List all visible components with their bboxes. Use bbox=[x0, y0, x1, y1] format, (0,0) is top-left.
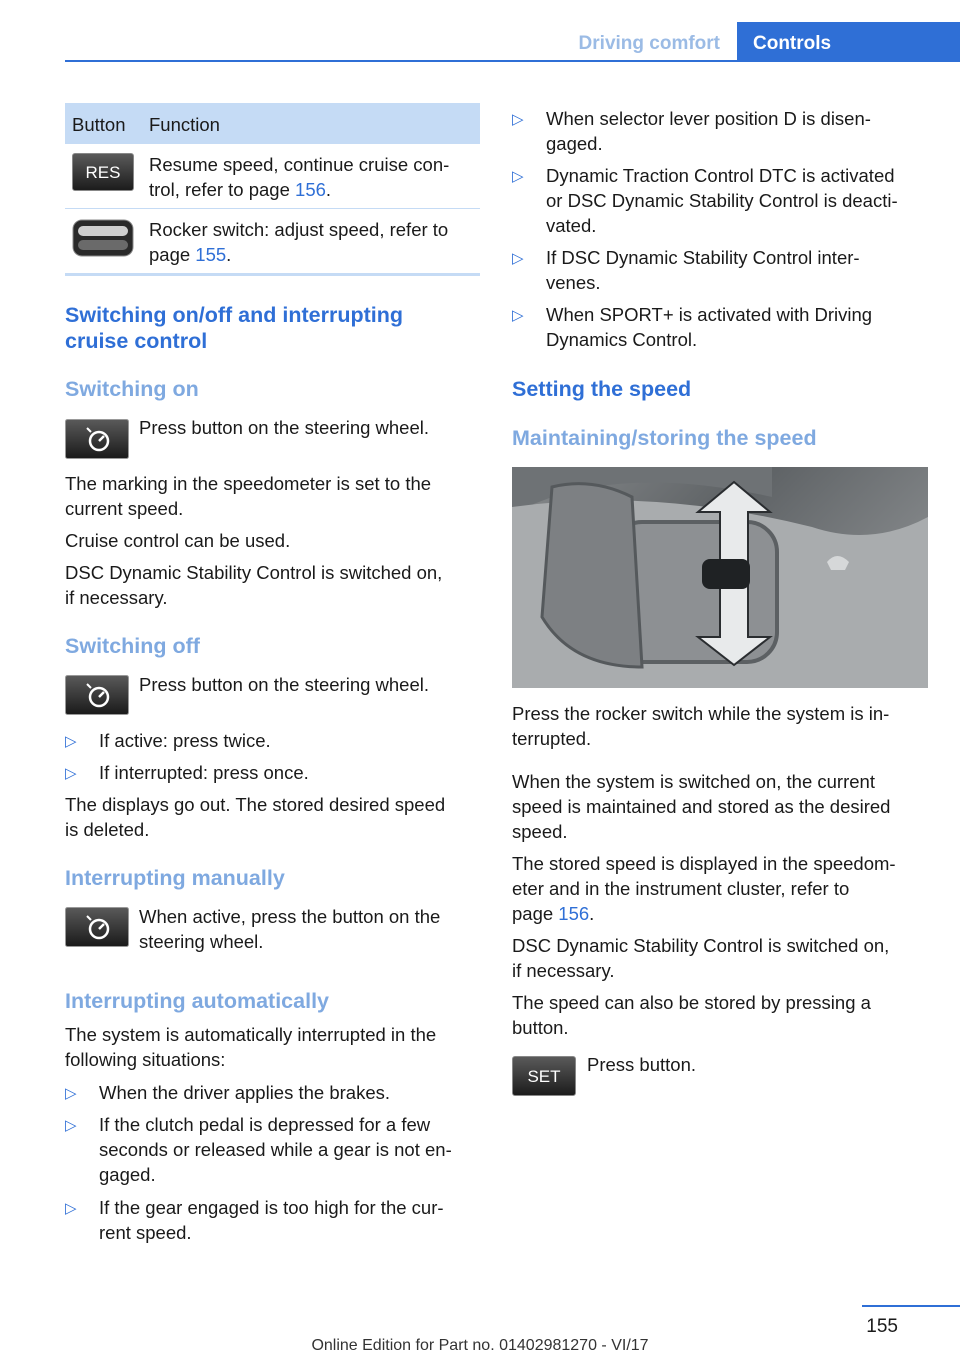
off-bullet-2: If interrupted: press once. bbox=[99, 762, 309, 783]
press-button-text: Press button. bbox=[587, 1054, 697, 1075]
off-bullet-1: If active: press twice. bbox=[99, 730, 271, 751]
bullet-triangle-icon: ▷ bbox=[512, 168, 524, 185]
set-button-icon: SET bbox=[512, 1056, 576, 1096]
right-bullet-4: When SPORT+ is activated with Driving Dynamics Control. bbox=[546, 304, 873, 350]
bullet-triangle-icon: ▷ bbox=[65, 1117, 77, 1134]
table-row-1-text: Resume speed, continue cruise con- trol, refer to page 156. bbox=[149, 154, 450, 200]
dsc-text-left: DSC Dynamic Stability Control is switched on, if necessary. bbox=[65, 562, 443, 608]
table-row-divider bbox=[65, 208, 480, 209]
header-section: Driving comfort bbox=[578, 33, 720, 54]
right-bullet-3: If DSC Dynamic Stability Control inter- venes. bbox=[546, 247, 860, 293]
heading-maintaining-speed: Maintaining/storing the speed bbox=[512, 426, 817, 450]
auto-bullet-1: When the driver applies the brakes. bbox=[99, 1082, 391, 1103]
stored-speed-text: The stored speed is displayed in the speedom- eter and in the instrument cluster, refer to page 156. bbox=[512, 853, 896, 924]
page-link-156[interactable]: 156 bbox=[558, 903, 590, 924]
auto-bullet-2: If the clutch pedal is depressed for a few seconds or released while a gear is not en- gaged. bbox=[99, 1114, 452, 1185]
auto-intro: The system is automatically interrupted in the following situations: bbox=[65, 1024, 437, 1070]
header-rule bbox=[65, 60, 960, 62]
right-bullet-2: Dynamic Traction Control DTC is activated or DSC Dynamic Stability Control is deacti- vated. bbox=[546, 165, 898, 236]
bullet-triangle-icon: ▷ bbox=[512, 111, 524, 128]
heading-setting-speed: Setting the speed bbox=[512, 377, 692, 401]
marking-text: The marking in the speedometer is set to the current speed. bbox=[65, 473, 432, 519]
bullet-triangle-icon: ▷ bbox=[65, 1085, 77, 1102]
footer-rule bbox=[862, 1305, 960, 1307]
press-rocker-text: Press the rocker switch while the system is in- terrupted. bbox=[512, 703, 890, 749]
steering-wheel-rocker-photo bbox=[512, 467, 928, 688]
table-header bbox=[65, 103, 480, 144]
cruise-control-button-icon bbox=[65, 907, 129, 947]
switching-off-press: Press button on the steering wheel. bbox=[139, 674, 430, 695]
cruise-control-button-icon bbox=[65, 675, 129, 715]
section-title: Switching on/off and interrupting cruise control bbox=[65, 303, 403, 353]
page-link-155[interactable]: 155 bbox=[195, 244, 227, 265]
bullet-triangle-icon: ▷ bbox=[65, 765, 77, 782]
bullet-triangle-icon: ▷ bbox=[65, 1200, 77, 1217]
table-header-function: Function bbox=[149, 114, 220, 135]
also-stored-text: The speed can also be stored by pressing a button. bbox=[512, 992, 871, 1038]
displays-text: The displays go out. The stored desired speed is deleted. bbox=[65, 794, 446, 840]
heading-interrupting-automatically: Interrupting automatically bbox=[65, 989, 330, 1013]
rocker-switch-icon bbox=[72, 218, 134, 258]
dsc-text-right: DSC Dynamic Stability Control is switched on, if necessary. bbox=[512, 935, 890, 981]
interrupting-manually-text: When active, press the button on the steering wheel. bbox=[139, 906, 441, 952]
header-tab: Controls bbox=[737, 22, 960, 62]
cruise-used-text: Cruise control can be used. bbox=[65, 530, 291, 551]
heading-switching-off: Switching off bbox=[65, 634, 200, 658]
heading-switching-on: Switching on bbox=[65, 377, 199, 401]
bullet-triangle-icon: ▷ bbox=[65, 733, 77, 750]
res-button-icon: RES bbox=[72, 153, 134, 191]
page-number: 155 bbox=[866, 1316, 898, 1337]
bullet-triangle-icon: ▷ bbox=[512, 250, 524, 267]
table-end-rule bbox=[65, 273, 480, 276]
auto-bullet-3: If the gear engaged is too high for the cur- rent speed. bbox=[99, 1197, 444, 1243]
right-bullet-1: When selector lever position D is disen- gaged. bbox=[546, 108, 871, 154]
system-on-text: When the system is switched on, the current speed is maintained and stored as the desired speed. bbox=[512, 771, 891, 842]
heading-interrupting-manually: Interrupting manually bbox=[65, 866, 285, 890]
footer-edition: Online Edition for Part no. 01402981270 - VI/17 bbox=[311, 1337, 649, 1354]
cruise-control-button-icon bbox=[65, 419, 129, 459]
table-header-button: Button bbox=[72, 114, 126, 135]
page-link-156[interactable]: 156 bbox=[295, 179, 326, 200]
switching-on-press: Press button on the steering wheel. bbox=[139, 417, 430, 438]
bullet-triangle-icon: ▷ bbox=[512, 307, 524, 324]
table-row-2-text: Rocker switch: adjust speed, refer to page 155. bbox=[149, 219, 449, 265]
